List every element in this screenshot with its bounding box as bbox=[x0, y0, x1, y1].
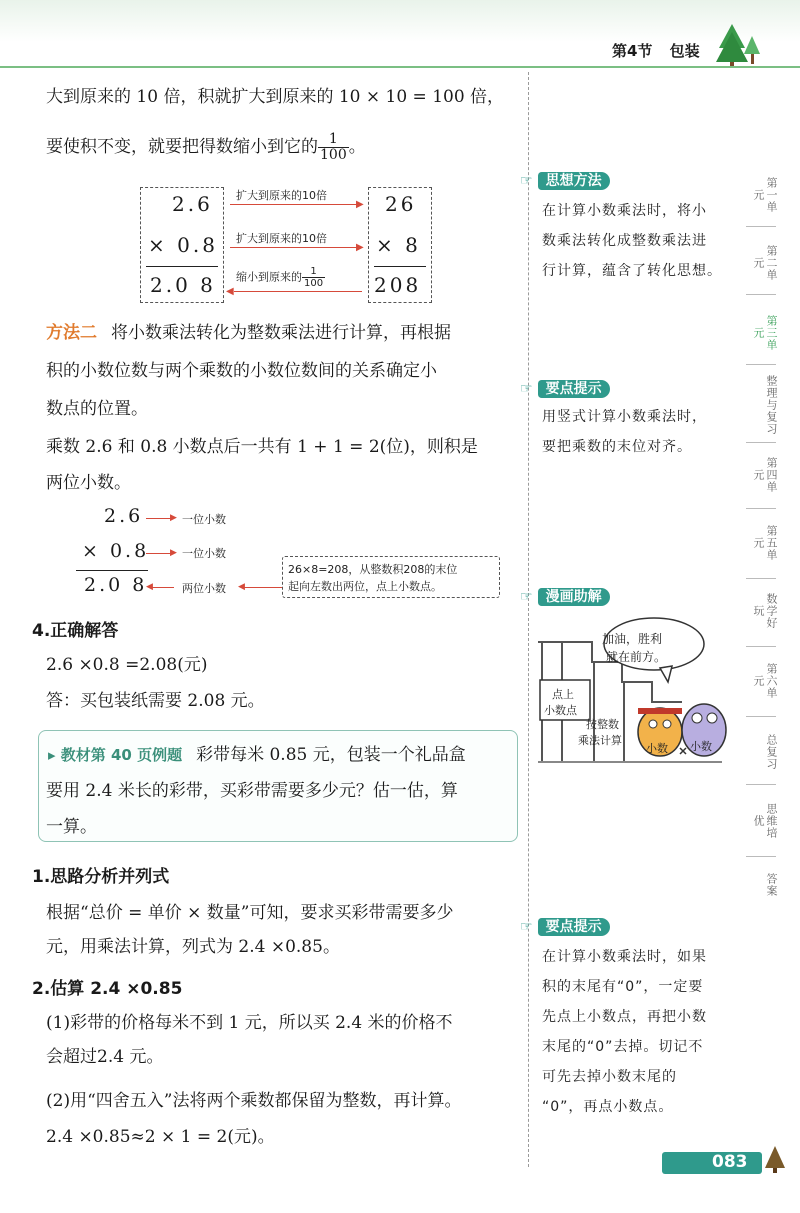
right-arrow bbox=[146, 518, 172, 519]
tip-header bbox=[520, 586, 610, 606]
decimal-place-label: 一位小数 bbox=[182, 513, 226, 526]
tip-header bbox=[520, 170, 610, 190]
tree-icon bbox=[714, 22, 764, 66]
page-header bbox=[612, 40, 700, 61]
tip-line: 可先去掉小数末尾的 bbox=[542, 1069, 677, 1085]
calc-row: 2.0 8 bbox=[84, 574, 148, 596]
tip-line: “0”，再点小数点。 bbox=[542, 1099, 674, 1115]
section-heading: 2.估算 2.4 ×0.85 bbox=[32, 979, 183, 999]
calc-row: 2.0 8 bbox=[150, 273, 216, 297]
tip-line: 末尾的“0”去掉。切记不 bbox=[542, 1039, 704, 1055]
arrow-head-icon: ◀ bbox=[226, 286, 234, 297]
tip-tag: 要点提示 bbox=[538, 918, 610, 936]
tab-unit-6[interactable]: 第六单元 bbox=[752, 663, 778, 699]
right-arrow bbox=[146, 553, 172, 554]
hand-point-icon: ☞ bbox=[520, 381, 533, 397]
arrow-head-icon: ▶ bbox=[170, 513, 177, 523]
calc-row: × 0.8 bbox=[82, 540, 150, 562]
arrow-head-icon: ◀ bbox=[146, 582, 153, 592]
arrow-head-icon: ▶ bbox=[356, 199, 364, 210]
calc-line bbox=[146, 266, 218, 267]
tip-line: 积的末尾有“0”，一定要 bbox=[542, 979, 704, 995]
tab-divider bbox=[746, 294, 776, 295]
tab-divider bbox=[746, 226, 776, 227]
text-line: (2)用“四舍五入”法将两个乘数都保留为整数，再计算。 bbox=[46, 1091, 462, 1111]
calc-row: × 8 bbox=[376, 233, 421, 257]
example-text: 彩带每米 0.85 元，包装一个礼品盒 bbox=[196, 745, 466, 765]
tab-math-fun[interactable]: 数学好玩 bbox=[752, 593, 778, 629]
tip-tag: 要点提示 bbox=[538, 380, 610, 398]
decimal-place-label: 两位小数 bbox=[182, 582, 226, 595]
tab-unit-1[interactable]: 第一单元 bbox=[752, 177, 778, 213]
tip-header bbox=[520, 916, 610, 936]
arrow-label: 扩大到原来的10倍 bbox=[236, 232, 327, 245]
tab-unit-3[interactable]: 第三单元 bbox=[752, 315, 778, 351]
tab-divider bbox=[746, 364, 776, 365]
sign-text: 点上 bbox=[552, 688, 574, 701]
text-line: 两位小数。 bbox=[46, 473, 131, 493]
tip-line: 在计算小数乘法时，将小 bbox=[542, 203, 707, 219]
left-arrow bbox=[234, 291, 362, 292]
hand-point-icon: ☞ bbox=[520, 919, 533, 935]
speech-bubble-line: 就在前方。 bbox=[606, 650, 667, 664]
tip-line: 在计算小数乘法时，如果 bbox=[542, 949, 707, 965]
text-line: 根据“总价 = 单价 × 数量”可知，要求买彩带需要多少 bbox=[46, 903, 454, 923]
right-arrow bbox=[230, 247, 358, 248]
character-label: 小数 bbox=[690, 740, 712, 753]
text-line: 数点的位置。 bbox=[46, 399, 148, 419]
calc-row: 2.6 bbox=[172, 192, 213, 216]
hand-point-icon: ☞ bbox=[520, 589, 533, 605]
text-line: 大到原来的 10 倍，积就扩大到原来的 10 × 10 = 100 倍， bbox=[46, 87, 505, 107]
tab-unit-5[interactable]: 第五单元 bbox=[752, 525, 778, 561]
text-line bbox=[46, 318, 451, 348]
calc-line bbox=[374, 266, 426, 267]
calc-row: 208 bbox=[374, 273, 422, 297]
calc-line bbox=[76, 570, 148, 571]
text-line: 2.4 ×0.85≈2 × 1 = 2(元)。 bbox=[46, 1127, 275, 1147]
tab-unit-4[interactable]: 第四单元 bbox=[752, 457, 778, 493]
answer-text: 答：买包装纸需要 2.08 元。 bbox=[46, 691, 265, 711]
arrow-head-icon: ▶ bbox=[356, 242, 364, 253]
tip-tag: 漫画助解 bbox=[538, 588, 610, 606]
tab-review[interactable]: 整理与复习 bbox=[765, 375, 778, 435]
tip-line: 数乘法转化成整数乘法进 bbox=[542, 233, 707, 249]
example-line: 要用 2.4 米长的彩带，买彩带需要多少元？估一估，算 bbox=[46, 781, 458, 801]
left-arrow bbox=[244, 587, 282, 588]
text-line-pre: 要使积不变，就要把得数缩小到它的 bbox=[46, 137, 318, 157]
tip-line: 用竖式计算小数乘法时， bbox=[542, 409, 707, 425]
arrow-head-icon: ◀ bbox=[238, 582, 245, 592]
section-heading: 1.思路分析并列式 bbox=[32, 867, 170, 887]
section-heading: 4.正确解答 bbox=[32, 621, 119, 641]
example-line bbox=[48, 740, 466, 770]
tab-divider bbox=[746, 856, 776, 857]
page-number: 083 bbox=[712, 1152, 748, 1172]
section-title: 包装 bbox=[669, 42, 700, 60]
tab-divider bbox=[746, 784, 776, 785]
tab-divider bbox=[746, 646, 776, 647]
stair-text: 按整数 bbox=[586, 718, 619, 731]
tab-unit-2[interactable]: 第二单元 bbox=[752, 245, 778, 281]
text-line bbox=[46, 132, 366, 163]
header-band bbox=[0, 0, 800, 42]
note-line: 26×8=208，从整数积208的末位 bbox=[288, 563, 458, 576]
tab-divider bbox=[746, 716, 776, 717]
section-number: 第4节 bbox=[612, 42, 653, 60]
calc-row: 26 bbox=[385, 192, 417, 216]
text-line: 积的小数位数与两个乘数的小数位数间的关系确定小 bbox=[46, 361, 437, 381]
tip-tag: 思想方法 bbox=[538, 172, 610, 190]
example-line: 一算。 bbox=[46, 817, 97, 837]
left-arrow bbox=[152, 587, 174, 588]
tab-final-review[interactable]: 总复习 bbox=[765, 734, 778, 770]
tab-divider bbox=[746, 578, 776, 579]
calc-row: × 0.8 bbox=[148, 233, 218, 257]
arrow-head-icon: ▶ bbox=[170, 548, 177, 558]
tip-line: 行计算，蕴含了转化思想。 bbox=[542, 263, 722, 279]
method-label: 方法二 bbox=[46, 323, 97, 343]
right-arrow bbox=[230, 204, 358, 205]
equation: 2.6 ×0.8 =2.08(元) bbox=[46, 655, 208, 675]
example-tag: ▸ 教材第 40 页例题 bbox=[48, 746, 183, 764]
tab-divider bbox=[746, 508, 776, 509]
tab-divider bbox=[746, 442, 776, 443]
tip-line: 要把乘数的末位对齐。 bbox=[542, 439, 692, 455]
tab-answers[interactable]: 答案 bbox=[765, 873, 778, 897]
text-line-post: 。 bbox=[348, 137, 366, 157]
fraction: $\frac{1}{100}$ bbox=[320, 131, 347, 163]
text-line: (1)彩带的价格每米不到 1 元，所以买 2.4 米的价格不 bbox=[46, 1013, 453, 1033]
tip-line: 先点上小数点，再把小数 bbox=[542, 1009, 707, 1025]
text-line: 会超过2.4 元。 bbox=[46, 1047, 164, 1067]
header-rule bbox=[0, 66, 800, 68]
character-label: 小数 bbox=[646, 742, 668, 755]
method-text: 将小数乘法转化为整数乘法进行计算，再根据 bbox=[111, 323, 451, 343]
note-line: 起向左数出两位，点上小数点。 bbox=[288, 580, 442, 593]
decimal-place-label: 一位小数 bbox=[182, 547, 226, 560]
arrow-label: 缩小到原来的 $\frac{1}{100}$ bbox=[236, 266, 324, 289]
tip-header bbox=[520, 378, 610, 398]
tree-icon bbox=[764, 1146, 786, 1174]
speech-bubble-line: 加油，胜利 bbox=[602, 632, 663, 646]
arrow-label: 扩大到原来的10倍 bbox=[236, 189, 327, 202]
calc-row: 2.6 bbox=[104, 505, 144, 527]
sign-text: 小数点 bbox=[544, 704, 577, 717]
stair-text: 乘法计算 bbox=[578, 734, 622, 747]
text-line: 乘数 2.6 和 0.8 小数点后一共有 1 + 1 = 2(位)，则积是 bbox=[46, 437, 478, 457]
hand-point-icon: ☞ bbox=[520, 173, 533, 189]
text-line: 元，用乘法计算，列式为 2.4 ×0.85。 bbox=[46, 937, 340, 957]
column-divider bbox=[528, 72, 529, 1167]
tab-thinking[interactable]: 思维培优 bbox=[752, 803, 778, 839]
